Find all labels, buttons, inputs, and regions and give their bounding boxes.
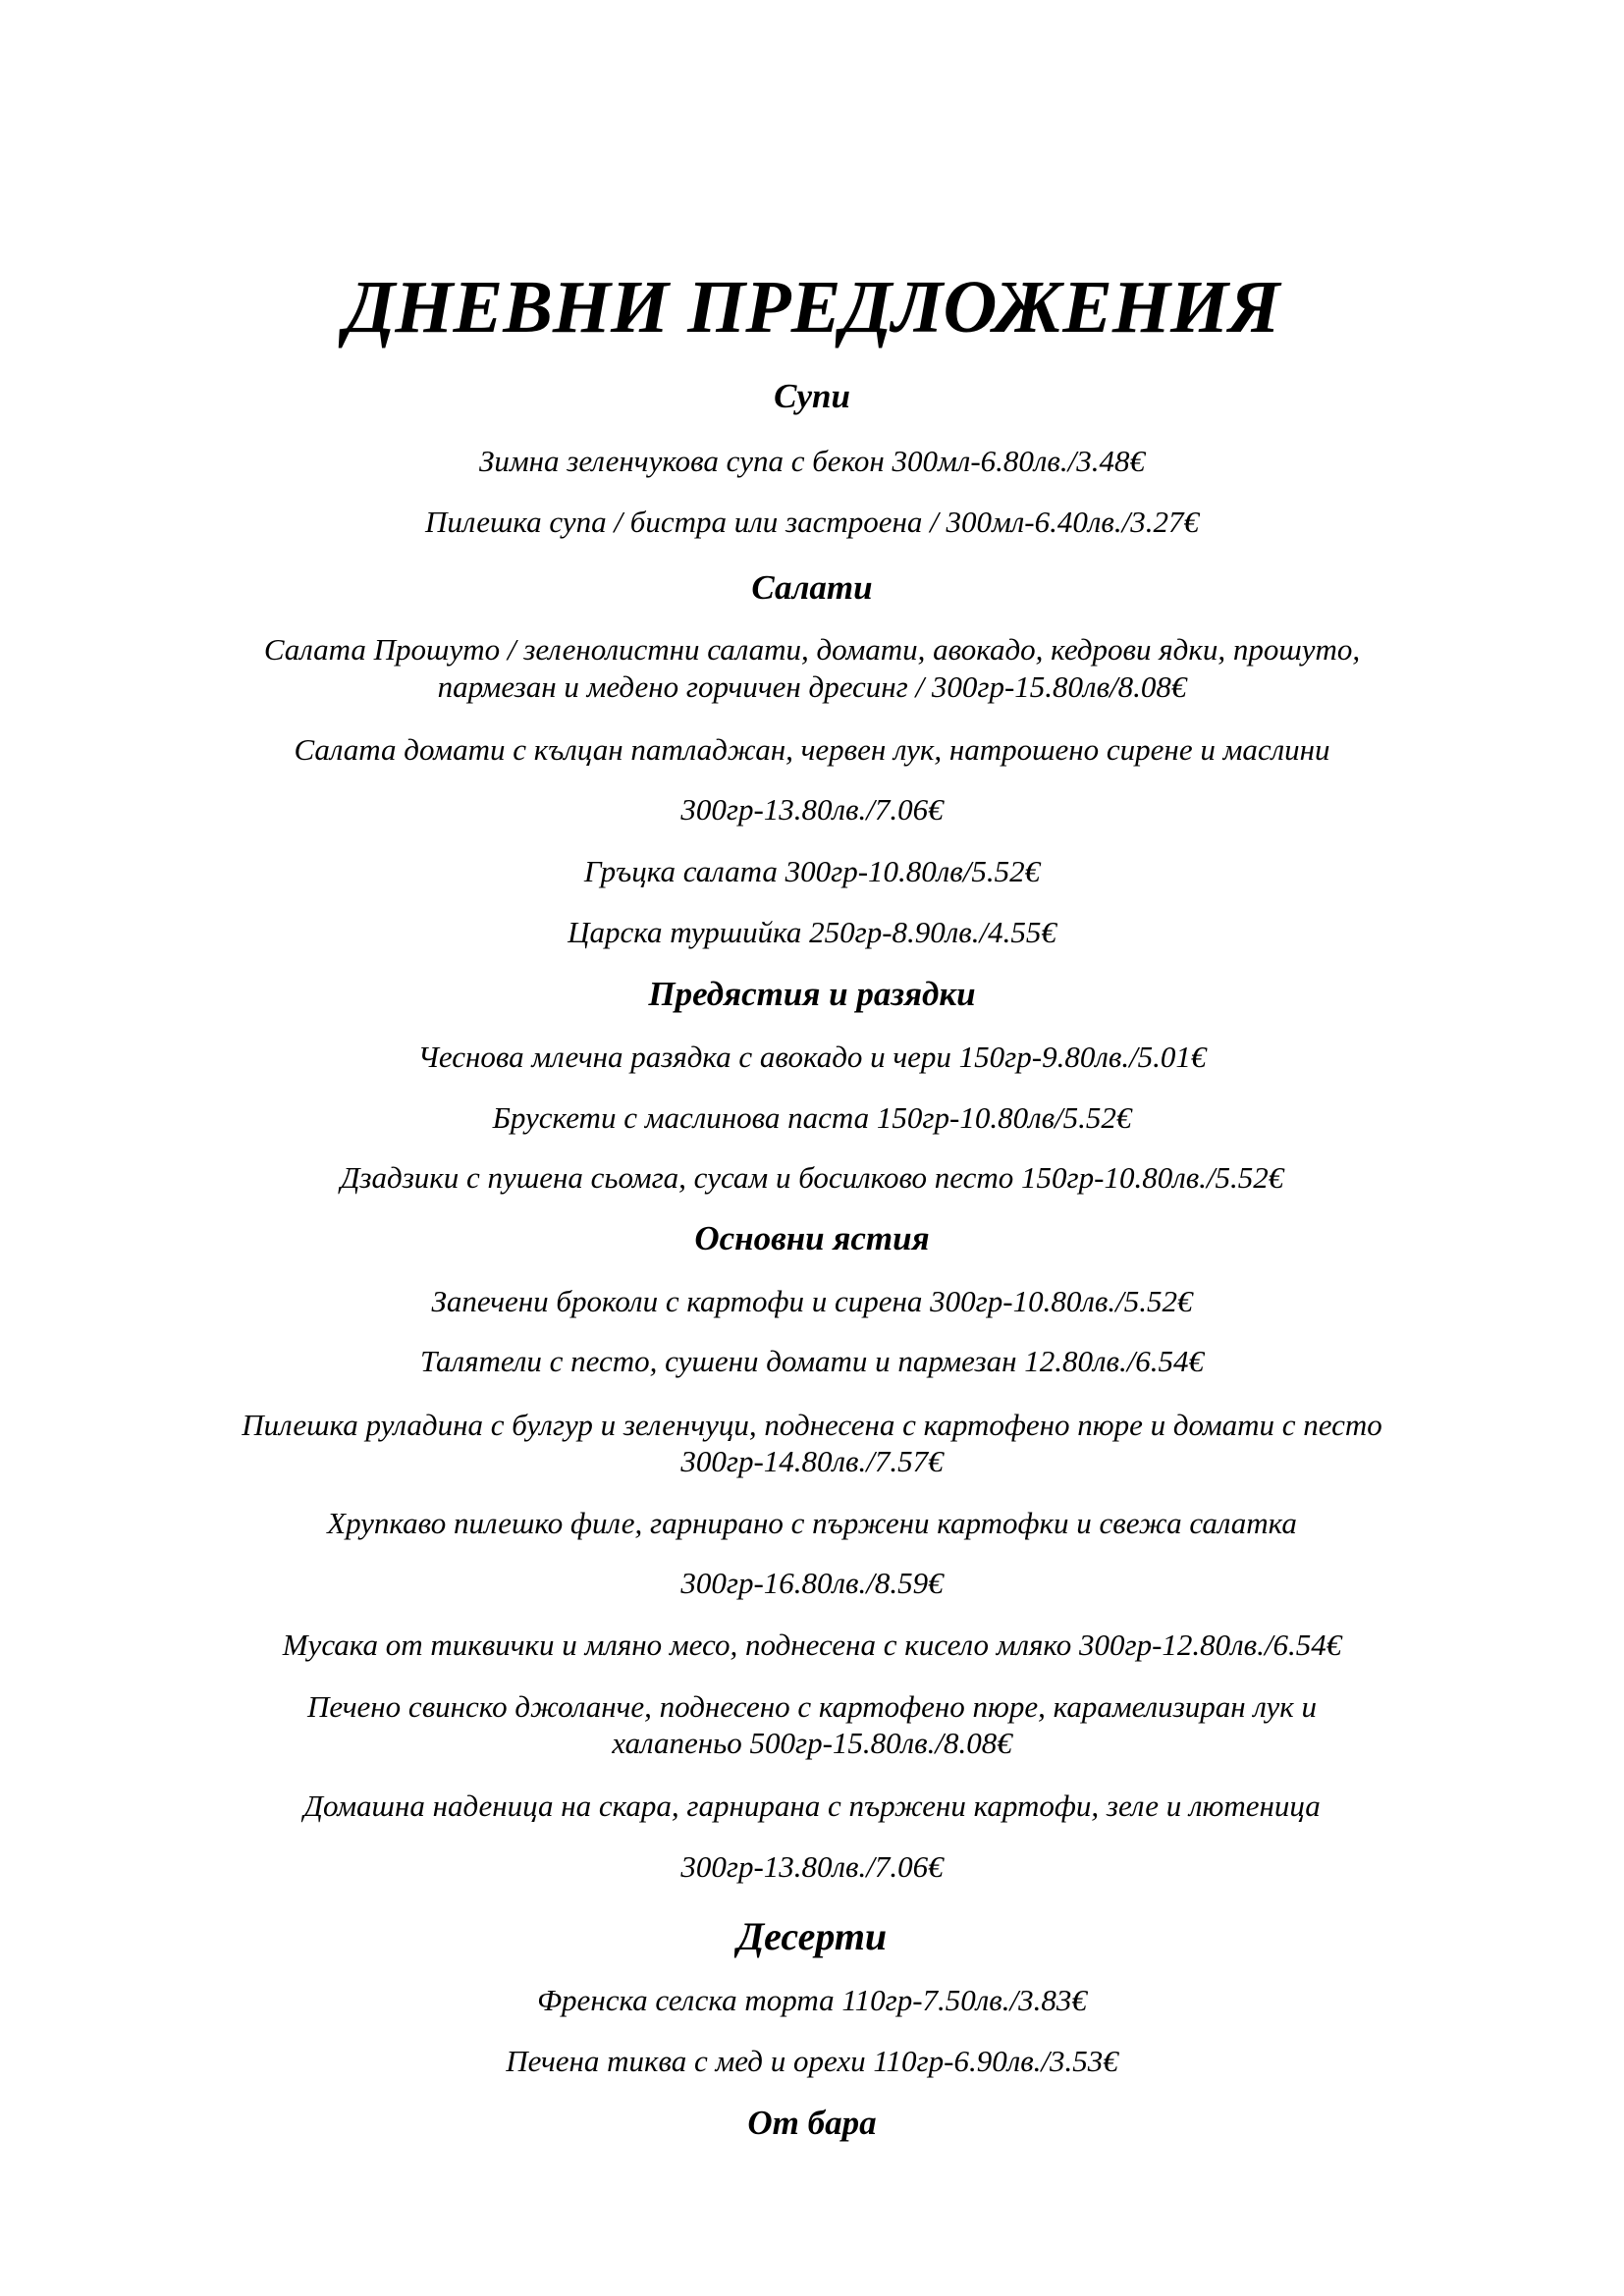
section-heading-soups: Супи xyxy=(774,377,850,415)
menu-item: Дзадзики с пушена сьомга, сусам и босилково песто 150гр-10.80лв./5.52€ xyxy=(340,1160,1284,1195)
menu-item-continuation: 300гр-14.80лв./7.57€ xyxy=(680,1444,944,1478)
menu-item: 300гр-13.80лв./7.06€ xyxy=(680,1849,944,1884)
menu-item: Салата домати с кълцан патладжан, червен лук, натрошено сирене и маслини xyxy=(294,732,1330,767)
menu-item-continuation: пармезан и медено горчичен дресинг / 300гр-15.80лв/8.08€ xyxy=(437,669,1187,704)
menu-item: Хрупкаво пилешко филе, гарнирано с пържени картофки и свежа салатка xyxy=(327,1506,1297,1540)
menu-item: Пилешка руладина с булгур и зеленчуци, поднесена с картофено пюре и домати с песто xyxy=(242,1408,1382,1442)
menu-item: Гръцка салата 300гр-10.80лв/5.52€ xyxy=(583,854,1041,888)
page-title: ДНЕВНИ ПРЕДЛОЖЕНИЯ xyxy=(344,266,1280,348)
menu-item: Салата Прошуто / зеленолистни салати, домати, авокадо, кедрови ядки, прошуто, xyxy=(263,632,1361,667)
menu-item: Печена тиква с мед и орехи 110гр-6.90лв./3.53€ xyxy=(506,2044,1118,2078)
menu-item: Брускети с маслинова паста 150гр-10.80лв/5.52€ xyxy=(492,1100,1132,1135)
menu-item: Пилешка супа / бистра или застроена / 300мл-6.40лв./3.27€ xyxy=(425,505,1199,539)
menu-item: Домашна наденица на скара, гарнирана с пържени картофи, зеле и лютеница xyxy=(303,1789,1321,1823)
menu-item: Чеснова млечна разядка с авокадо и чери 150гр-9.80лв./5.01€ xyxy=(417,1040,1207,1074)
menu-item: 300гр-16.80лв./8.59€ xyxy=(680,1566,944,1600)
menu-item: Мусака от тиквички и мляно месо, поднесена с кисело мляко 300гр-12.80лв./6.54€ xyxy=(282,1628,1342,1662)
menu-item: Зимна зеленчукова супа с бекон 300мл-6.80лв./3.48€ xyxy=(479,444,1145,478)
section-heading-salads: Салати xyxy=(751,568,873,607)
section-heading-desserts: Десерти xyxy=(736,1914,888,1958)
menu-item: Царска туршийка 250гр-8.90лв./4.55€ xyxy=(568,915,1056,949)
section-heading-mains: Основни ястия xyxy=(694,1219,930,1257)
section-heading-bar: От бара xyxy=(747,2104,877,2142)
menu-item: Печено свинско джоланче, поднесено с картофено пюре, карамелизиран лук и xyxy=(307,1689,1317,1724)
menu-item: Талятели с песто, сушени домати и пармезан 12.80лв./6.54€ xyxy=(419,1344,1205,1378)
menu-item: Запечени броколи с картофи и сирена 300гр-10.80лв./5.52€ xyxy=(431,1284,1193,1318)
menu-item: 300гр-13.80лв./7.06€ xyxy=(680,792,944,827)
menu-item: Френска селска торта 110гр-7.50лв./3.83€ xyxy=(537,1983,1087,2017)
section-heading-starters: Предястия и разядки xyxy=(648,975,976,1013)
menu-item-continuation: халапеньо 500гр-15.80лв./8.08€ xyxy=(612,1726,1012,1760)
